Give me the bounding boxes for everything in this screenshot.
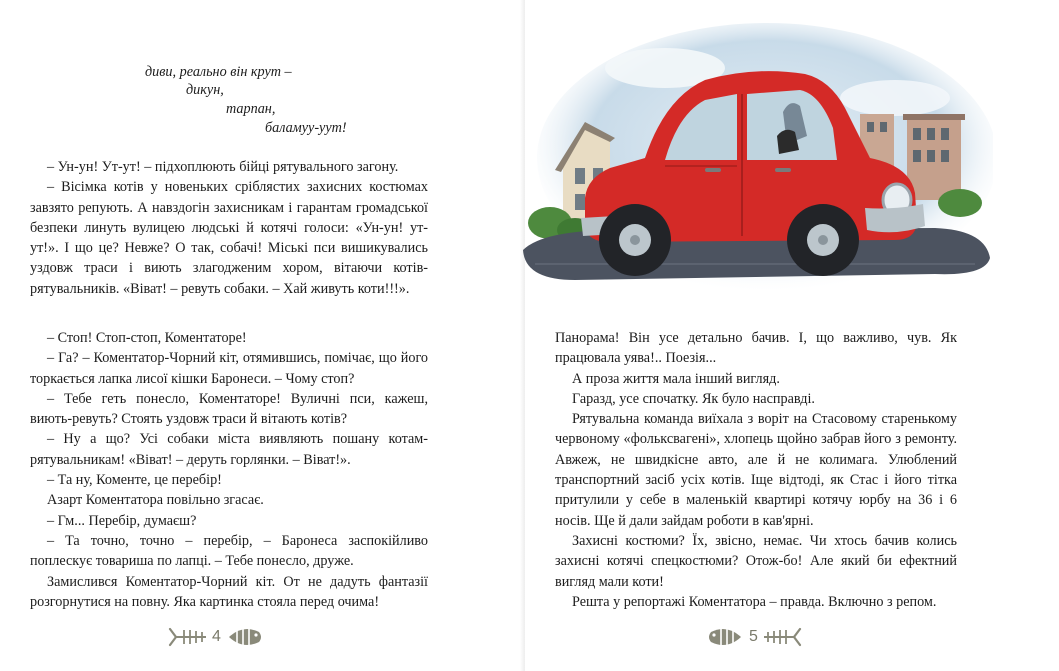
fish-skeleton-icon [705, 622, 745, 652]
right-page [525, 0, 1059, 671]
left-text-block-1 [30, 157, 428, 299]
page-number: 5 [749, 628, 758, 645]
left-page [0, 0, 525, 671]
left-text-block-2 [30, 328, 428, 612]
paragraph: – Та точно, точно – перебір, – Баронеса заспокійливо поплескує товариша по лапці. – Тебе понесло, друже. [30, 532, 428, 570]
paragraph: Гаразд, усе спочатку. Як було насправді. [572, 390, 815, 407]
page-number-folio-left [168, 622, 265, 652]
fish-bone-icon [762, 625, 802, 649]
paragraph: Захисні костюми? Їх, звісно, немає. Чи хтось бачив колись захисні котячі спецкостюми? Отож-бо! Але який би ефектний вигляд мали коти! [555, 532, 957, 590]
paragraph: А проза життя мала інший вигляд. [572, 370, 780, 387]
paragraph: Рятувальна команда виїхала з воріт на Стасовому старенькому червоному «фольксвагені», хлопець щойно забрав його з ремонту. Авжеж, не швидкісне авто, але й не колимага. Улюблений транспортний засіб усіх котів. Іще відтоді, як Стас і його тітка притулили у себе в маленькій квартирі котячу юрбу на 36 і 6 носів. Ще й дали зайдам роботи в кав'ярні. [555, 411, 957, 529]
paragraph: – Ун-ун! Ут-ут! – підхоплюють бійці рятувального загону. [47, 159, 399, 175]
red-car-illustration [515, 18, 993, 296]
paragraph: Панорама! Він усе детально бачив. І, що важливо, чув. Як працювала уява!.. Поезія... [555, 330, 957, 367]
paragraph: – Ну а що? Усі собаки міста виявляють пошану котам-рятувальникам! «Віват! – деруть горлянки. – Віват!». [30, 431, 428, 468]
paragraph: – Тебе геть понесло, Коментаторе! Вуличні пси, кажеш, виють-ревуть? Стоять уздовж траси й вітають котів? [30, 390, 428, 428]
paragraph: – Та ну, Коменте, це перебір! [47, 472, 222, 489]
verse-line-2: дикун, [186, 82, 224, 98]
paragraph: Решта у репортажі Коментатора – правда. Включно з репом. [572, 593, 937, 610]
paragraph: – Стоп! Стоп-стоп, Коментаторе! [47, 330, 247, 346]
verse-line-3: тарпан, [226, 101, 276, 117]
page-number: 4 [212, 628, 221, 645]
paragraph: – Вісімка котів у новеньких сріблястих захисних костюмах завзято репують. А навздогін захисникам і гарантам громадської безпеки линуть вулицею людські й котячі голоси: «Ун-ун! ут-ут!». І що це? Невже? О так, собачі! Міські пси вишикувались уздовж траси і виють злагодженим хором, вітаючи котів-рятувальників. «Віват! – ревуть собаки. – Хай живуть коти!!!». [30, 179, 428, 297]
fish-bone-icon [168, 625, 208, 649]
fish-skeleton-icon [225, 622, 265, 652]
verse-line-1: диви, реально він крут – [145, 64, 292, 80]
right-text-block [555, 328, 957, 612]
paragraph: – Гм... Перебір, думаєш? [47, 512, 197, 529]
paragraph: Замислився Коментатор-Чорний кіт. От не дадуть фантазії розгорнутися на повну. Яка картинка стояла перед очима! [30, 573, 428, 610]
paragraph: Азарт Коментатора повільно згасає. [47, 492, 264, 509]
verse-line-4: баламуу-уут! [265, 120, 347, 136]
paragraph: – Га? – Коментатор-Чорний кіт, отямившись, помічає, що його торкається лапка лисої кішки Баронеси. – Чому стоп? [30, 350, 428, 387]
page-number-folio-right [705, 622, 802, 652]
